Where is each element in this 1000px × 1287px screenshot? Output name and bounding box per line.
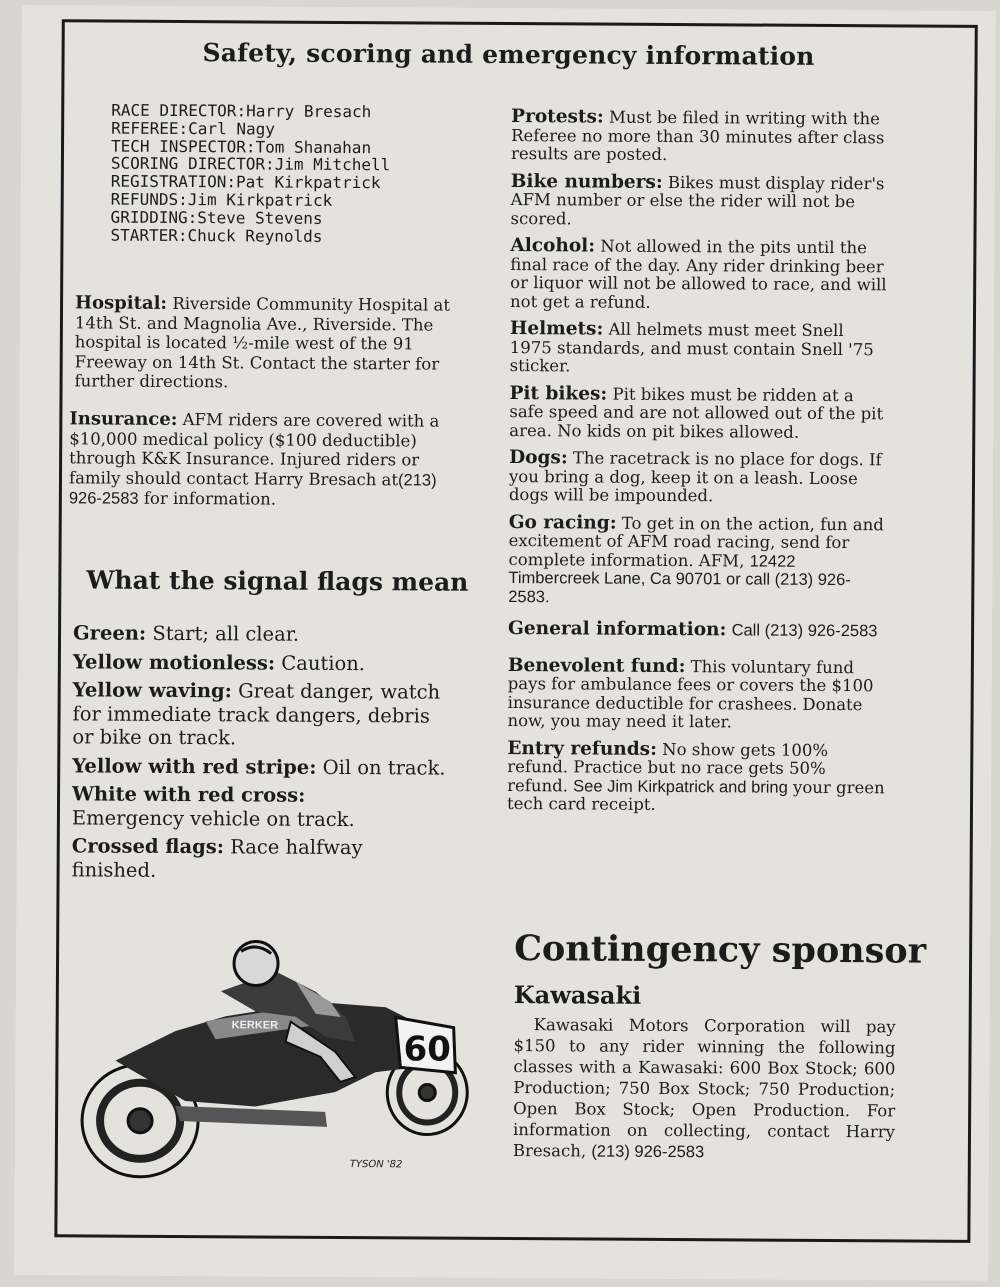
rule-protests	[511, 108, 891, 166]
flag-label: Yellow waving:	[72, 678, 232, 703]
rule-text: Must be filed in writing with the Referee no more than 30 minutes after class results are posted.	[510, 107, 885, 164]
contingency-title: Contingency sponsor	[514, 928, 927, 972]
race-number: 60	[403, 1029, 451, 1070]
rule-label: Helmets:	[509, 318, 604, 340]
hospital-info	[75, 293, 456, 393]
rule-benevolent-fund	[507, 654, 887, 733]
flags-heading: What the signal flags mean	[86, 565, 469, 597]
sponsor-body: Kawasaki Motors Corporation will pay $150 to any rider winning the following classes with a Kawasaki: 600 Box Stock; 600 Production; 750 Box Stock; 750 Production; Open Box Stock; Open Production. For information on collecting, contact Harry Bresach,	[512, 1015, 896, 1161]
insurance-text: AFM riders are covered with a $10,000 medical policy ($100 deductible) through K&K Insurance. Injured riders or family should contact Harry Bresach at	[68, 410, 440, 489]
flag-meaning: Great danger, watch for immediate track dangers, debris or bike on track.	[72, 679, 441, 750]
flag-label: Green:	[72, 621, 147, 645]
sponsor-phone: (213) 926-2583	[591, 1142, 705, 1162]
official-entry: RACE DIRECTOR:Harry Bresach	[111, 100, 372, 122]
rule-text: No show gets 100% refund. Practice but no race gets 50% refund.	[507, 739, 829, 795]
rule-label: Dogs:	[509, 447, 568, 469]
official-entry: SCORING DIRECTOR:Jim Mitchell	[110, 153, 391, 175]
rule-general-info	[508, 620, 888, 641]
artist-signature: TYSON '82	[349, 1159, 403, 1171]
rule-label: Entry refunds:	[507, 737, 658, 760]
sponsor-text	[513, 1014, 896, 1164]
rule-text: To get in on the action, fun and excitement of AFM road racing, send for complete information. AFM,	[508, 513, 884, 570]
rule-text: Not allowed in the pits until the final race of the day. Any rider drinking beer or liquor will not be allowed to race, and will not get a refund.	[510, 236, 887, 312]
official-entry: REGISTRATION:Pat Kirkpatrick	[110, 171, 381, 193]
officials-list	[110, 102, 471, 247]
flag-meaning: Race halfway finished.	[71, 835, 363, 882]
rule-entry-refunds	[506, 737, 887, 816]
rule-dogs	[509, 449, 889, 507]
rule-label: Bike numbers:	[510, 170, 663, 193]
rule-pit-bikes	[509, 382, 889, 443]
official-entry: REFEREE:Carl Nagy	[111, 118, 275, 139]
rule-label: Protests:	[511, 106, 604, 128]
rules-list	[507, 108, 891, 825]
insurance-info	[69, 409, 445, 511]
flag-label: Yellow motionless:	[72, 649, 276, 675]
general-phone: Call (213) 926-2583	[731, 621, 878, 641]
flag-item	[72, 782, 452, 831]
rule-label: Pit bikes:	[509, 382, 608, 405]
hospital-label: Hospital:	[75, 292, 168, 314]
flag-item	[73, 650, 453, 676]
rule-label: Alcohol:	[510, 235, 596, 257]
flag-meaning: Oil on track.	[322, 755, 446, 780]
flag-meaning: Start; all clear.	[152, 621, 300, 646]
refund-tail: your green tech card receipt.	[506, 777, 885, 814]
flag-label: White with red cross:	[72, 782, 306, 807]
official-entry: REFUNDS:Jim Kirkpatrick	[110, 189, 333, 210]
document-page	[14, 5, 996, 1281]
sponsor-name: Kawasaki	[513, 980, 642, 1010]
flag-item	[72, 834, 452, 883]
rule-text: All helmets must meet Snell 1975 standards, and must contain Snell '75 sticker.	[509, 319, 874, 376]
flag-label: Crossed flags:	[71, 834, 225, 859]
rule-text: Pit bikes must be ridden at a safe speed and are not allowed out of the pit area. No kids on pit bikes allowed.	[509, 384, 884, 442]
insurance-tail: for information.	[143, 488, 277, 509]
hospital-text: Riverside Community Hospital at 14th St. and Magnolia Ave., Riverside. The hospital is located ½-mile west of the 91 Freeway on 14th St. Contact the starter for further directions.	[74, 293, 451, 392]
rule-label: General information:	[508, 618, 727, 641]
official-entry: STARTER:Chuck Reynolds	[110, 225, 323, 246]
refund-contact: See Jim Kirkpatrick and bring	[573, 776, 788, 797]
motorcycle-illustration	[55, 920, 507, 1193]
insurance-phone: (213) 926-2583	[68, 470, 437, 508]
flag-meaning: Emergency vehicle on track.	[71, 805, 355, 831]
flags-list	[72, 621, 454, 888]
rule-go-racing	[508, 511, 889, 609]
flag-label: Yellow with red stripe:	[72, 753, 317, 779]
official-entry: GRIDDING:Steve Stevens	[110, 207, 323, 228]
rule-label: Go racing:	[508, 511, 617, 534]
rule-text: This voluntary fund pays for ambulance fees or covers the $100 insurance deductible for crashees. Donate now, you may need it later.	[507, 656, 874, 732]
flag-meaning: Caution.	[281, 651, 366, 675]
flag-item	[72, 754, 452, 780]
rule-text: The racetrack is no place for dogs. If you bring a dog, keep it on a leash. Loose dogs will be impounded.	[508, 448, 882, 506]
rule-alcohol	[510, 237, 890, 313]
page-title: Safety, scoring and emergency information	[202, 38, 815, 71]
flag-item	[72, 678, 452, 751]
rule-helmets	[510, 320, 890, 378]
insurance-label: Insurance:	[69, 408, 178, 430]
afm-address: 12422 Timbercreek Lane, Ca 90701 or call (213) 926-2583.	[508, 551, 851, 606]
rule-bike-numbers	[510, 170, 891, 231]
rule-label: Benevolent fund:	[507, 654, 686, 677]
flag-item	[73, 621, 453, 647]
official-entry: TECH INSPECTOR:Tom Shanahan	[110, 136, 372, 157]
fairing-text: KERKER	[231, 1019, 279, 1032]
rule-text: Bikes must display rider's AFM number or else the rider will not be scored.	[510, 172, 885, 228]
